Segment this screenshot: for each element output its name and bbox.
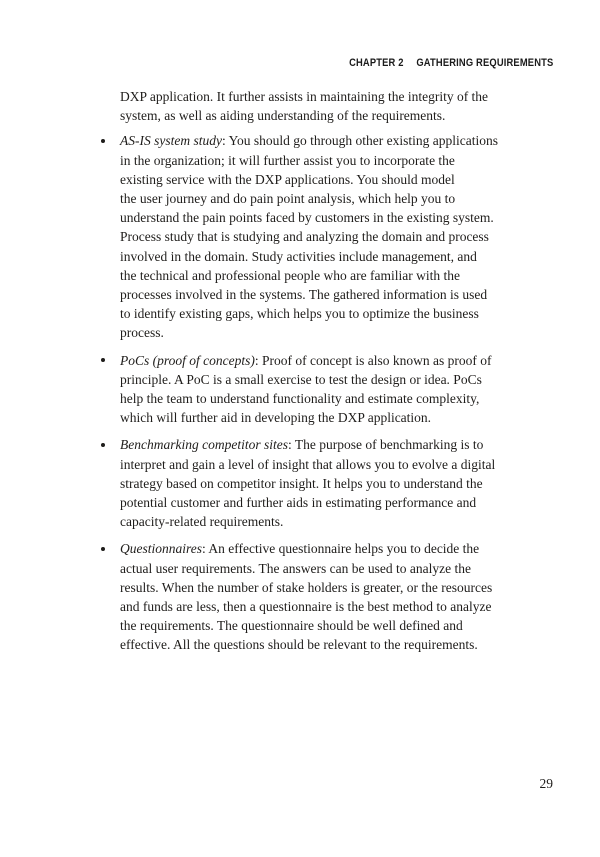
list-item bbox=[120, 435, 556, 531]
bullet-marker-icon bbox=[101, 547, 105, 551]
text-line: which will further aid in developing the DXP application. bbox=[120, 410, 432, 426]
text-line: process. bbox=[120, 325, 164, 341]
running-header bbox=[349, 57, 553, 69]
bullet-marker-icon bbox=[101, 443, 105, 447]
term-emphasis: Questionnaires bbox=[120, 541, 202, 557]
text-line: actual user requirements. The answers can be used to analyze the bbox=[120, 560, 471, 576]
term-emphasis: AS-IS system study bbox=[120, 133, 222, 149]
list-item bbox=[120, 539, 556, 654]
text-line: AS-IS system study: You should go through other existing applications bbox=[120, 133, 498, 149]
text-line: potential customer and further aids in estimating performance and bbox=[120, 495, 477, 511]
text-line: and funds are less, then a questionnaire is the best method to analyze bbox=[120, 599, 492, 615]
text-line: help the team to understand functionality and estimate complexity, bbox=[120, 391, 480, 407]
text-line: Process study that is studying and analyzing the domain and process bbox=[120, 229, 489, 245]
intro-paragraph bbox=[120, 87, 556, 125]
text-line: involved in the domain. Study activities include management, and bbox=[120, 248, 477, 264]
text-line: in the organization; it will further assist you to incorporate the bbox=[120, 152, 455, 168]
bullet-list bbox=[120, 131, 556, 654]
term-emphasis: PoCs (proof of concepts) bbox=[120, 352, 255, 368]
text-line: Benchmarking competitor sites: The purpose of benchmarking is to bbox=[120, 437, 484, 453]
chapter-title: GATHERING REQUIREMENTS bbox=[415, 57, 553, 69]
text-line: the user journey and do pain point analysis, which help you to bbox=[120, 191, 456, 207]
list-item bbox=[120, 131, 556, 342]
text-line: the technical and professional people who are familiar with the bbox=[120, 267, 460, 283]
text-line: PoCs (proof of concepts): Proof of concept is also known as proof of bbox=[120, 352, 492, 368]
text-line: DXP application. It further assists in maintaining the integrity of the bbox=[120, 89, 489, 104]
text-line: system, as well as aiding understanding of the requirements. bbox=[120, 108, 446, 124]
text-line: existing service with the DXP applications. You should model bbox=[120, 171, 455, 187]
body-text bbox=[120, 87, 556, 655]
bullet-marker-icon bbox=[101, 139, 105, 143]
text-line: processes involved in the systems. The gathered information is used bbox=[120, 287, 488, 303]
text-line: Questionnaires: An effective questionnaire helps you to decide the bbox=[120, 541, 480, 557]
text-line: the requirements. The questionnaire should be well defined and bbox=[120, 618, 463, 634]
text-line: effective. All the questions should be relevant to the requirements. bbox=[120, 637, 478, 653]
text-line: understand the pain points faced by customers in the existing system. bbox=[120, 210, 494, 226]
term-emphasis: Benchmarking competitor sites bbox=[120, 437, 288, 453]
bullet-marker-icon bbox=[101, 358, 105, 362]
list-item bbox=[120, 351, 556, 428]
text-line: interpret and gain a level of insight that allows you to evolve a digital bbox=[120, 456, 496, 472]
text-line: results. When the number of stake holders is greater, or the resources bbox=[120, 579, 493, 595]
page-number: 29 bbox=[539, 776, 553, 791]
text-line: principle. A PoC is a small exercise to test the design or idea. PoCs bbox=[120, 371, 482, 387]
text-line: strategy based on competitor insight. It helps you to understand the bbox=[120, 475, 483, 491]
chapter-label: CHAPTER 2 bbox=[348, 57, 404, 69]
text-line: capacity-related requirements. bbox=[120, 514, 284, 530]
text-line: to identify existing gaps, which helps you to optimize the business bbox=[120, 306, 479, 322]
